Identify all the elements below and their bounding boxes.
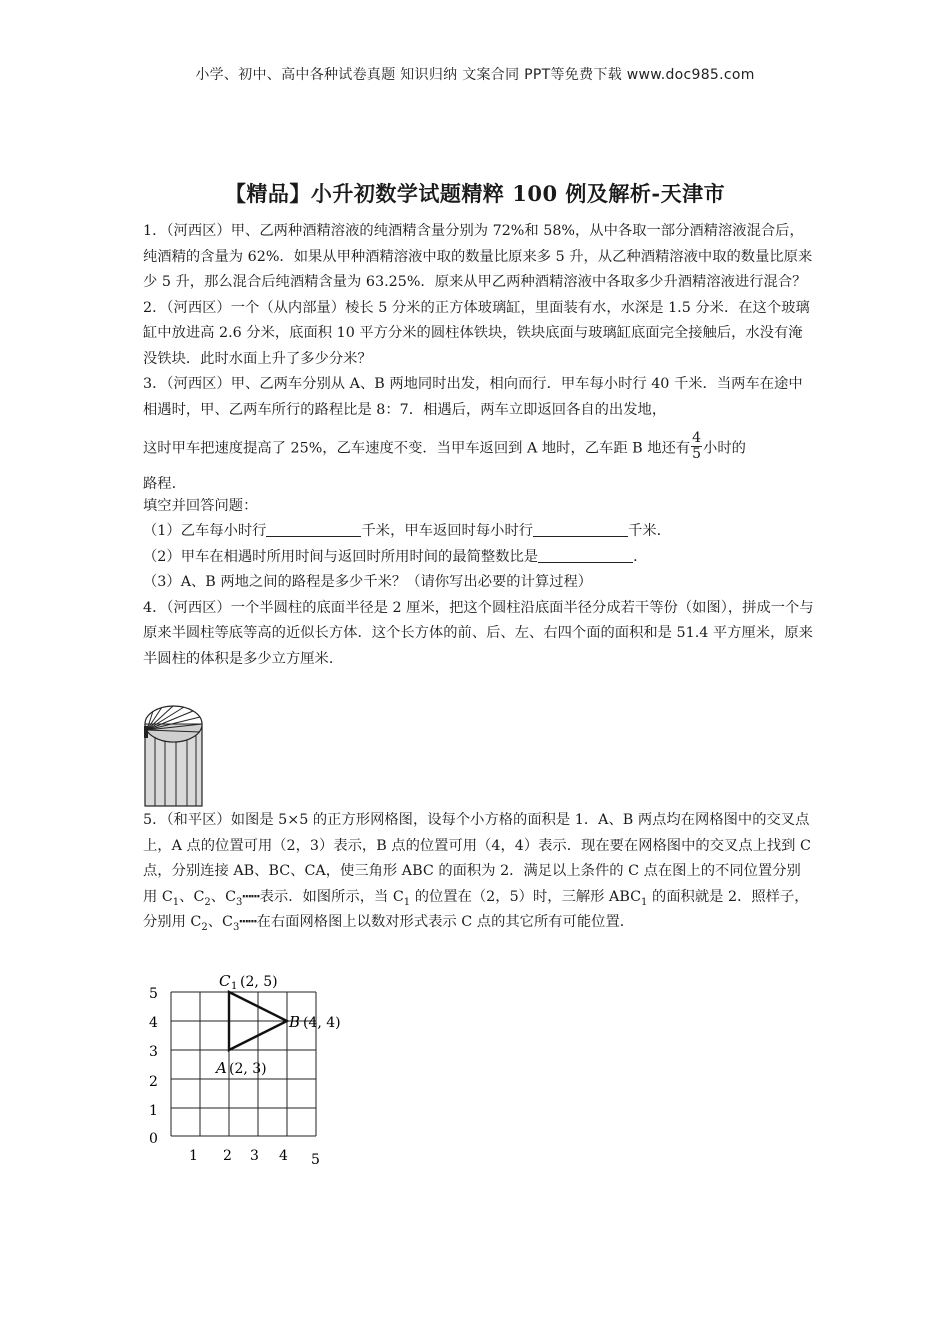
y-tick-1: 1 <box>149 1103 158 1119</box>
question-1: 1．（河西区）甲、乙两种酒精溶液的纯酒精含量分别为 72%和 58%，从中各取一部分酒精溶液混合后，纯酒精的含量为 62%．如果从甲种酒精溶液中取的数量比原来多 5 升，从乙种酒精溶液中取的数量比原来少 5 升，那么混合后纯酒精含量为 63.25%．原来从甲乙两种酒精溶液中各取多少升酒精溶液进行混合？ <box>143 223 813 290</box>
q5-text-h: ┅┅在右面网格图上以数对形式表示 C 点的其它所有可能位置． <box>239 914 635 930</box>
x-tick-5: 5 <box>311 1152 320 1168</box>
a-label: A <box>216 1059 227 1077</box>
question-3-text-tail: 小时的 <box>703 440 746 457</box>
answer-blank-1[interactable] <box>266 522 361 537</box>
q5-sub-1: 1 <box>172 896 180 908</box>
x-tick-2: 2 <box>223 1148 232 1164</box>
y-tick-0: 0 <box>149 1131 158 1147</box>
question-2: 2．（河西区）一个（从内部量）棱长 5 分米的正方体玻璃缸，里面装有水，水深是 1.5 分米．在这个玻璃缸中放进高 2.6 分米，底面积 10 平方分米的圆柱体铁块，铁块底面与玻璃缸底面完全接触后，水没有淹没铁块．此时水面上升了多少分米？ <box>143 299 810 367</box>
y-tick-4: 4 <box>149 1015 158 1031</box>
q5-sub-3: 3 <box>236 896 243 908</box>
sub-1-text-b: 千米，甲车返回时每小时行 <box>361 523 534 539</box>
question-3-sub-1 <box>143 519 815 545</box>
sub-1-text-c: 千米． <box>628 523 671 539</box>
x-tick-1: 1 <box>189 1148 198 1164</box>
document-title: 【精品】小升初数学试题精粹 100 例及解析-天津市 <box>224 181 726 206</box>
grid-figure <box>143 970 373 1170</box>
q5-sub-4: 1 <box>403 896 411 908</box>
c1-subscript: 1 <box>231 981 238 992</box>
fraction-denominator: 5 <box>692 446 702 462</box>
q5-text-b: 、C <box>179 888 205 905</box>
a-coord: (2, 3) <box>229 1061 267 1077</box>
fraction-numerator: 4 <box>692 430 702 446</box>
sub-2-text-b: ． <box>633 548 648 565</box>
x-tick-3: 3 <box>250 1148 259 1164</box>
question-4: 4．（河西区）一个半圆柱的底面半径是 2 厘米，把这个圆柱沿底面半径分成若干等份（如图），拼成一个与原来半圆柱等底等高的近似长方体．这个长方体的前、后、左、右四个面的面积和是 51.4 平方厘米，原来半圆柱的体积是多少立方厘米． <box>143 599 814 667</box>
question-3-part-d: 路程． <box>143 476 186 492</box>
y-tick-3: 3 <box>149 1044 158 1060</box>
question-3-sub-2 <box>143 545 815 571</box>
sub-2-text-a: （2）甲车在相遇时所用时间与返回时所用时间的最简整数比是 <box>143 548 539 565</box>
b-coord: (4, 4) <box>303 1015 341 1031</box>
question-3-part-b <box>143 430 815 464</box>
q5-text-c: 、C <box>210 888 237 905</box>
questions-body <box>143 219 815 936</box>
c1-label: C <box>219 972 231 990</box>
answer-blank-2[interactable] <box>533 522 628 537</box>
q5-sub-6: 2 <box>201 921 208 933</box>
question-3-text: 这时甲车把速度提高了 25%，乙车速度不变．当甲车返回到 A 地时，乙车距 B 地还有 <box>143 440 691 457</box>
b-label: B <box>289 1013 301 1031</box>
question-3-fill-instruction: 填空并回答问题： <box>143 497 258 514</box>
q5-text-e: 的位置在（2，5）时，三解形 ABC <box>410 888 642 905</box>
cylinder-edge-mark <box>144 726 148 738</box>
answer-blank-3[interactable] <box>538 548 633 563</box>
q5-text-g: 、C <box>207 914 233 930</box>
q5-text-a: 5．（和平区）如图是 5×5 的正方形网格图，设每个小方格的面积是 1．A、B 两点均在网格图中的交叉点上，A 点的位置可用（2，3）表示，B 点的位置可用（4，4）表示．现在要在网格图中的交叉点上找到 C 点，分别连接 AB、BC、CA，使三角形 ABC 的面积为 2．满足以上条件的 C 点在图上的不同位置分别用 C <box>143 812 811 905</box>
fraction-four-fifths <box>691 431 702 462</box>
question-3-sub-3: （3）A、B 两地之间的路程是多少千米？（请你写出必要的计算过程） <box>143 574 593 590</box>
q5-text-f: 的面积就是 2．照样子，分别用 C <box>143 888 809 930</box>
question-5 <box>143 808 815 936</box>
x-tick-4: 4 <box>279 1148 288 1164</box>
question-3-part-a: 3．（河西区）甲、乙两车分别从 A、B 两地同时出发，相向而行．甲车每小时行 40 千米．当两车在途中相遇时，甲、乙两车所行的路程比是 8：7．相遇后，两车立即返回各自的出发地， <box>143 376 803 418</box>
page-header: 小学、初中、高中各种试卷真题 知识归纳 文案合同 PPT等免费下载 www.doc985.com <box>195 67 755 83</box>
q5-sub-5: 1 <box>641 896 648 908</box>
q5-sub-2: 2 <box>204 896 211 908</box>
q5-sub-7: 3 <box>233 921 240 933</box>
y-tick-5: 5 <box>149 986 158 1002</box>
y-tick-2: 2 <box>149 1074 158 1090</box>
sub-1-text-a: （1）乙车每小时行 <box>143 523 267 539</box>
half-cylinder-figure <box>143 704 205 808</box>
q5-text-d: ┅┅表示．如图所示，当 C <box>242 888 404 905</box>
c1-coord: (2, 5) <box>240 974 278 990</box>
